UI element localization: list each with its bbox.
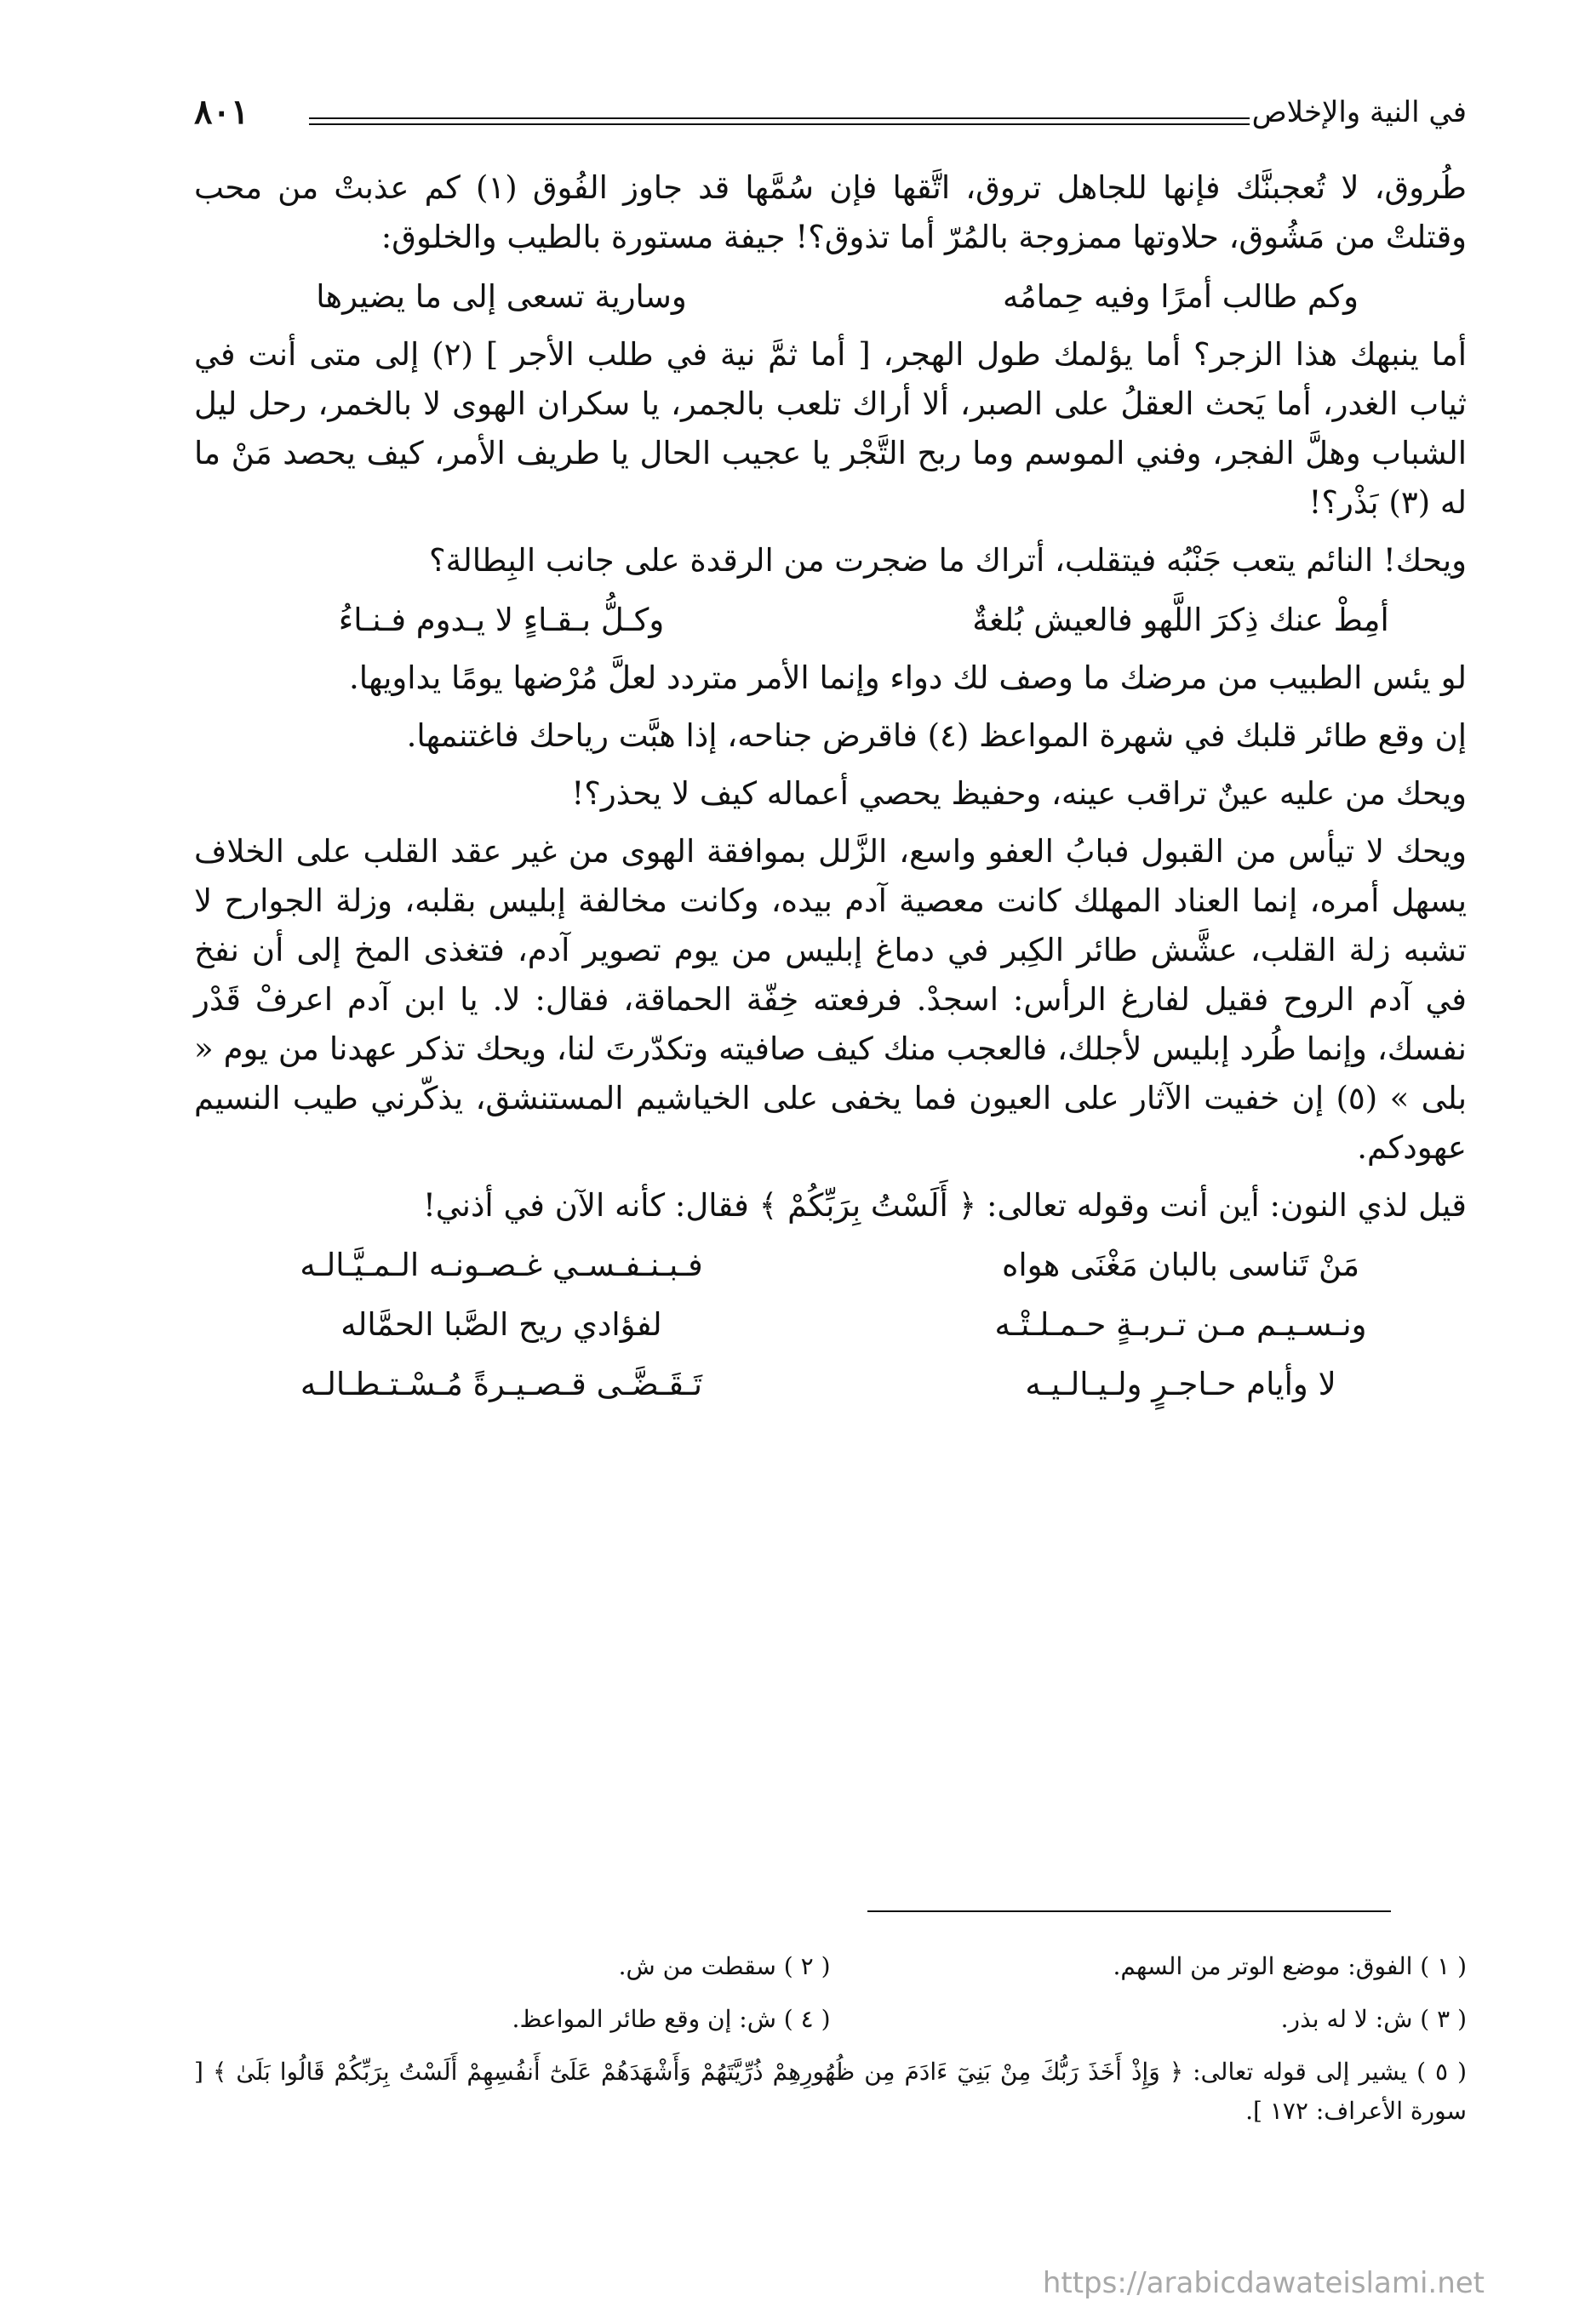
poem-verse bbox=[194, 1239, 1467, 1292]
running-title: في النية والإخلاص bbox=[1251, 95, 1467, 129]
paragraph: أما ينبهك هذا الزجر؟ أما يؤلمك طول الهجر، [ أما ثمَّ نية في طلب الأجر ] (٢) إلى متى أنت في ثياب الغدر، أما يَحث العقلُ على الصبر، ألا أراك تلعب بالجمر، يا سكران الهوى لا بالخمر، رحل ليل الشباب وهلَّ الفجر، وفني الموسم وما ربح التَّجْر يا عجيب الحال يا طريف الأمر، كيف يحصد مَنْ ما له (٣) بَذْر؟! bbox=[194, 336, 1467, 521]
poem-verse bbox=[194, 594, 1467, 647]
footnote-row bbox=[194, 2000, 1467, 2039]
verse-second-hemistich: تَـقَـضَّـى قـصـيـرةً مُـسْـتـطـالـه bbox=[300, 1366, 703, 1402]
verse-second-hemistich: فـبـنـفـسـي غـصـونـه الـمـيَّـالـه bbox=[300, 1247, 703, 1283]
verse-first-hemistich: ونـسـيـم مـن تـربـةٍ حـمـلـتْـه bbox=[994, 1306, 1367, 1343]
page-number: ٨٠١ bbox=[194, 92, 249, 132]
poem-verse bbox=[194, 1358, 1467, 1411]
poem-verse bbox=[194, 271, 1467, 323]
footnote-5: ( ٥ ) يشير إلى قوله تعالى: ﴿ وَإِذْ أَخَذَ رَبُّكَ مِنْ بَنِيٓ ءَادَمَ مِن ظُهُورِهِمْ ذُرِّيَّتَهُمْ وَأَشْهَدَهُمْ عَلَىٰٓ أَنفُسِهِمْ أَلَسْتُ بِرَبِّكُمْ قَالُوا بَلَىٰ ﴾ [ سورة الأعراف: ١٧٢ ]. bbox=[194, 2058, 1468, 2125]
footnote-2: ( ٢ ) سقطت من ش. bbox=[618, 1952, 831, 1980]
verse-second-hemistich: وكـلُّ بـقـاءٍ لا يـدوم فـنـاءُ bbox=[338, 602, 665, 638]
verse-first-hemistich: مَنْ تَناسى بالبان مَغْنَى هواه bbox=[1001, 1247, 1360, 1283]
footnote-row bbox=[194, 1947, 1467, 1986]
paragraph: إن وقع طائر قلبك في شهرة المواعظ (٤) فاقرض جناحه، إذا هبَّت رياحك فاغتنمها. bbox=[406, 717, 1467, 754]
footnote-3: ( ٣ ) ش: لا له بذر. bbox=[1280, 2005, 1467, 2033]
paragraph: قيل لذي النون: أين أنت وقوله تعالى: ﴿ أَلَسْتُ بِرَبِّكُمْ ﴾ فقال: كأنه الآن في أذني! bbox=[422, 1187, 1467, 1224]
main-text bbox=[194, 163, 1467, 1418]
footnote-4: ( ٤ ) ش: إن وقع طائر المواعظ. bbox=[512, 2005, 831, 2033]
verse-first-hemistich: وكم طالب أمرًا وفيه حِمامُه bbox=[1002, 278, 1359, 315]
page-header bbox=[194, 92, 1467, 143]
paragraph: ويحك لا تيأس من القبول فبابُ العفو واسع، الزَّلل بموافقة الهوى من غير عقد القلب على الخلاف يسهل أمره، إنما العناد المهلك كانت معصية آدم بيده، وكانت مخالفة إبليس بقلبه، وزلة الجوارح لا تشبه زلة القلب، عشَّش طائر الكِبر في دماغ إبليس من يوم تصوير آدم، فتغذى المخ إلى أن نفخ في آدم الروح فقيل لفارغ الرأس: اسجدْ. فرفعته خِفّة الحماقة، فقال: لا. يا ابن آدم اعرفْ قَدْر نفسك، وإنما طُرد إبليس لأجلك، فالعجب منك كيف صافيته وتكدّرتَ لنا، ويحك تذكر عهدنا من يوم « بلى » (٥) إن خفيت الآثار على العيون فما يخفى على الخياشيم المستنشق، يذكّرني طيب النسيم عهودكم. bbox=[194, 833, 1467, 1166]
verse-second-hemistich: لفؤادي ريح الصَّبا الحمَّاله bbox=[340, 1306, 662, 1343]
paragraph: ويحك! النائم يتعب جَنْبُه فيتقلب، أتراك ما ضجرت من الرقدة على جانب البِطالة؟ bbox=[429, 542, 1467, 579]
paragraph: ويحك من عليه عينٌ تراقب عينه، وحفيظ يحصي أعماله كيف لا يحذر؟! bbox=[571, 775, 1467, 812]
verse-first-hemistich: لا وأيام حـاجـرٍ ولـيـالـيـه bbox=[1025, 1366, 1336, 1402]
poem-verse bbox=[194, 1299, 1467, 1351]
verse-second-hemistich: وسارية تسعى إلى ما يضيرها bbox=[316, 278, 687, 315]
header-rule bbox=[309, 117, 1250, 125]
footnotes bbox=[194, 1947, 1467, 2131]
footnote-separator bbox=[867, 1910, 1391, 1912]
watermark-url: https://arabicdawateislami.net bbox=[1042, 2266, 1485, 2300]
paragraph: طُروق، لا تُعجبنَّك فإنها للجاهل تروق، اتَّقها فإن سُمَّها قد جاوز الفُوق (١) كم عذبتْ من محب وقتلتْ من مَشُوق، حلاوتها ممزوجة بالمُرّ أما تذوق؟! جيفة مستورة بالطيب والخلوق: bbox=[194, 169, 1467, 255]
paragraph: لو يئس الطبيب من مرضك ما وصف لك دواء وإنما الأمر متردد لعلَّ مُرْضها يومًا يداويها. bbox=[349, 660, 1467, 696]
verse-first-hemistich: أمِطْ عنك ذِكرَ اللَّهو فالعيش بُلغةٌ bbox=[972, 602, 1389, 638]
footnote-1: ( ١ ) الفوق: موضع الوتر من السهم. bbox=[1113, 1952, 1467, 1980]
